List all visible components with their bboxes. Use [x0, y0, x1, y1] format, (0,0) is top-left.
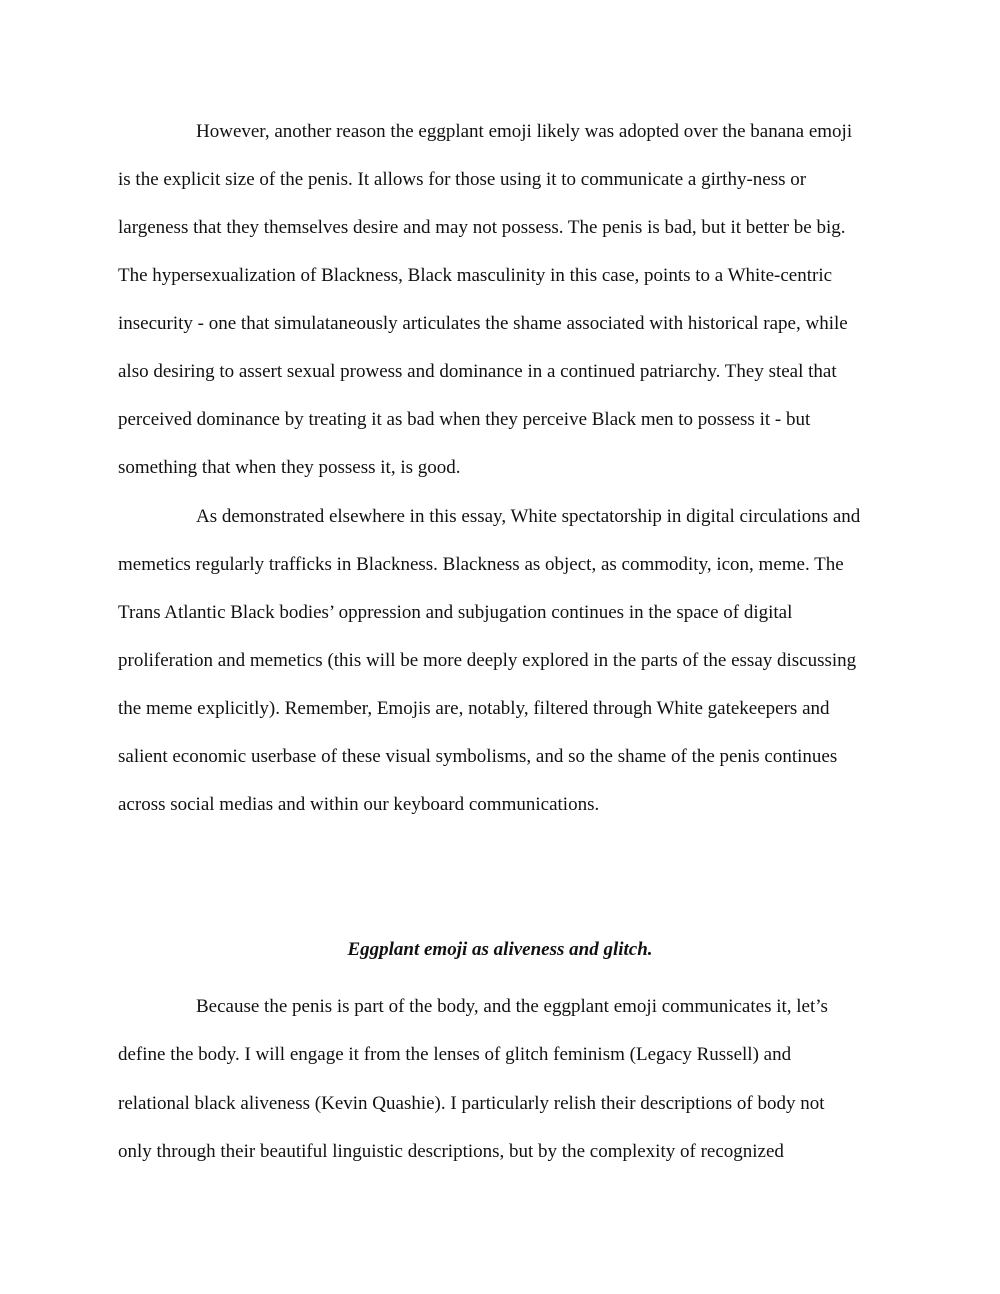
- paragraph-2-line-6: salient economic userbase of these visual symbolisms, and so the shame of the penis continues: [118, 746, 838, 767]
- paragraph-2-line-2: memetics regularly trafficks in Blackness. Blackness as object, as commodity, icon, meme. The: [118, 554, 844, 575]
- section-heading: Eggplant emoji as aliveness and glitch.: [347, 939, 653, 960]
- paragraph-1-line-7: perceived dominance by treating it as bad when they perceive Black men to possess it - but: [118, 409, 811, 430]
- paragraph-1-line-5: insecurity - one that simulataneously articulates the shame associated with historical rape, while: [118, 313, 848, 334]
- paragraph-1-line-1: However, another reason the eggplant emoji likely was adopted over the banana emoji: [196, 121, 853, 142]
- paragraph-2-line-5: the meme explicitly). Remember, Emojis are, notably, filtered through White gatekeepers and: [118, 698, 830, 719]
- paragraph-2-line-3: Trans Atlantic Black bodies’ oppression and subjugation continues in the space of digital: [118, 602, 793, 623]
- paragraph-1-line-8: something that when they possess it, is good.: [118, 457, 461, 478]
- paragraph-1-line-4: The hypersexualization of Blackness, Black masculinity in this case, points to a White-centric: [118, 265, 833, 286]
- section-paragraph-line-1: Because the penis is part of the body, and the eggplant emoji communicates it, let’s: [196, 996, 828, 1017]
- section-paragraph-line-2: define the body. I will engage it from the lenses of glitch feminism (Legacy Russell) and: [118, 1044, 792, 1065]
- paragraph-1-line-3: largeness that they themselves desire and may not possess. The penis is bad, but it better be big.: [118, 217, 846, 238]
- paragraph-1-line-2: is the explicit size of the penis. It allows for those using it to communicate a girthy-ness or: [118, 169, 807, 190]
- paragraph-2-line-4: proliferation and memetics (this will be more deeply explored in the parts of the essay discussing: [118, 650, 857, 671]
- paragraph-2-line-1: As demonstrated elsewhere in this essay, White spectatorship in digital circulations and: [196, 506, 861, 527]
- section-paragraph-line-4: only through their beautiful linguistic descriptions, but by the complexity of recognized: [118, 1141, 784, 1162]
- section-paragraph-line-3: relational black aliveness (Kevin Quashie). I particularly relish their descriptions of body not: [118, 1093, 825, 1114]
- paragraph-1-line-6: also desiring to assert sexual prowess and dominance in a continued patriarchy. They steal that: [118, 361, 837, 382]
- paragraph-2-line-7: across social medias and within our keyboard communications.: [118, 794, 600, 815]
